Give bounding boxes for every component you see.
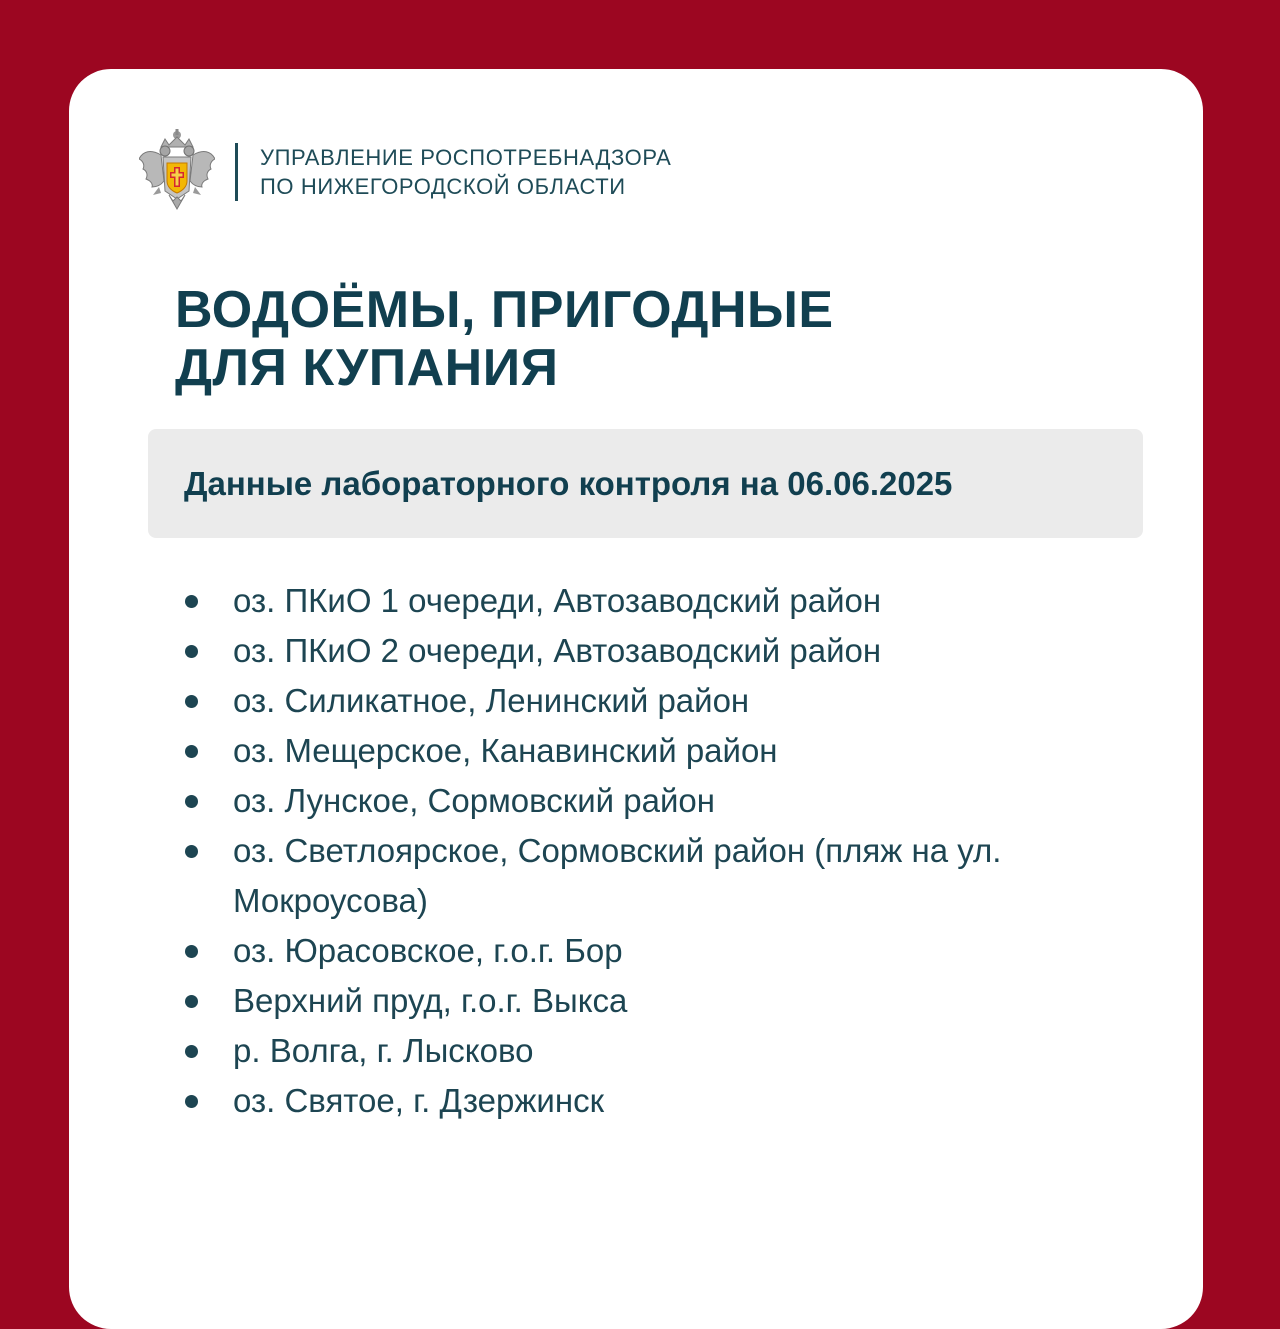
list-item: [181, 1076, 1081, 1126]
list-item-text: оз. Лунское, Сормовский район: [233, 782, 715, 819]
organization-name: [260, 143, 671, 201]
water-bodies-list: [181, 576, 1081, 1126]
list-item: [181, 926, 1081, 976]
subtitle-box: [148, 429, 1143, 538]
bullet-icon: [185, 645, 198, 658]
list-item: [181, 826, 1081, 926]
bullet-icon: [185, 1095, 198, 1108]
list-item-text: оз. ПКиО 2 очереди, Автозаводский район: [233, 632, 882, 669]
list-item: [181, 676, 1081, 726]
page-title-line1: ВОДОЁМЫ, ПРИГОДНЫЕ: [175, 281, 834, 339]
bullet-icon: [185, 595, 198, 608]
bullet-icon: [185, 795, 198, 808]
list-item-text: оз. ПКиО 1 очереди, Автозаводский район: [233, 582, 882, 619]
bullet-icon: [185, 1045, 198, 1058]
list-item-text: оз. Силикатное, Ленинский район: [233, 682, 750, 719]
page-title-line2: ДЛЯ КУПАНИЯ: [175, 339, 559, 397]
organization-name-line1: УПРАВЛЕНИЕ РОСПОТРЕБНАДЗОРА: [260, 145, 672, 170]
page-title: [175, 281, 834, 397]
bullet-icon: [185, 945, 198, 958]
list-item: [181, 726, 1081, 776]
list-item-text: Верхний пруд, г.о.г. Выкса: [233, 982, 628, 1019]
coat-of-arms-icon: [139, 129, 215, 215]
list-item-text: оз. Юрасовское, г.о.г. Бор: [233, 932, 623, 969]
list-item: [181, 576, 1081, 626]
bullet-icon: [185, 845, 198, 858]
list-item-text: оз. Святое, г. Дзержинск: [233, 1082, 605, 1119]
subtitle: Данные лабораторного контроля на 06.06.2025: [184, 464, 953, 502]
list-item: [181, 976, 1081, 1026]
list-item-text: оз. Светлоярское, Сормовский район (пляж на ул. Мокроусова): [233, 832, 1002, 919]
bullet-icon: [185, 995, 198, 1008]
content-card: [69, 69, 1203, 1329]
organization-name-line2: ПО НИЖЕГОРОДСКОЙ ОБЛАСТИ: [260, 174, 626, 199]
list-item: [181, 776, 1081, 826]
list-item: [181, 1026, 1081, 1076]
list-item-text: р. Волга, г. Лысково: [233, 1032, 534, 1069]
bullet-icon: [185, 745, 198, 758]
list-item: [181, 626, 1081, 676]
bullet-icon: [185, 695, 198, 708]
header: [139, 129, 671, 215]
list-item-text: оз. Мещерское, Канавинский район: [233, 732, 778, 769]
header-divider: [235, 143, 238, 201]
